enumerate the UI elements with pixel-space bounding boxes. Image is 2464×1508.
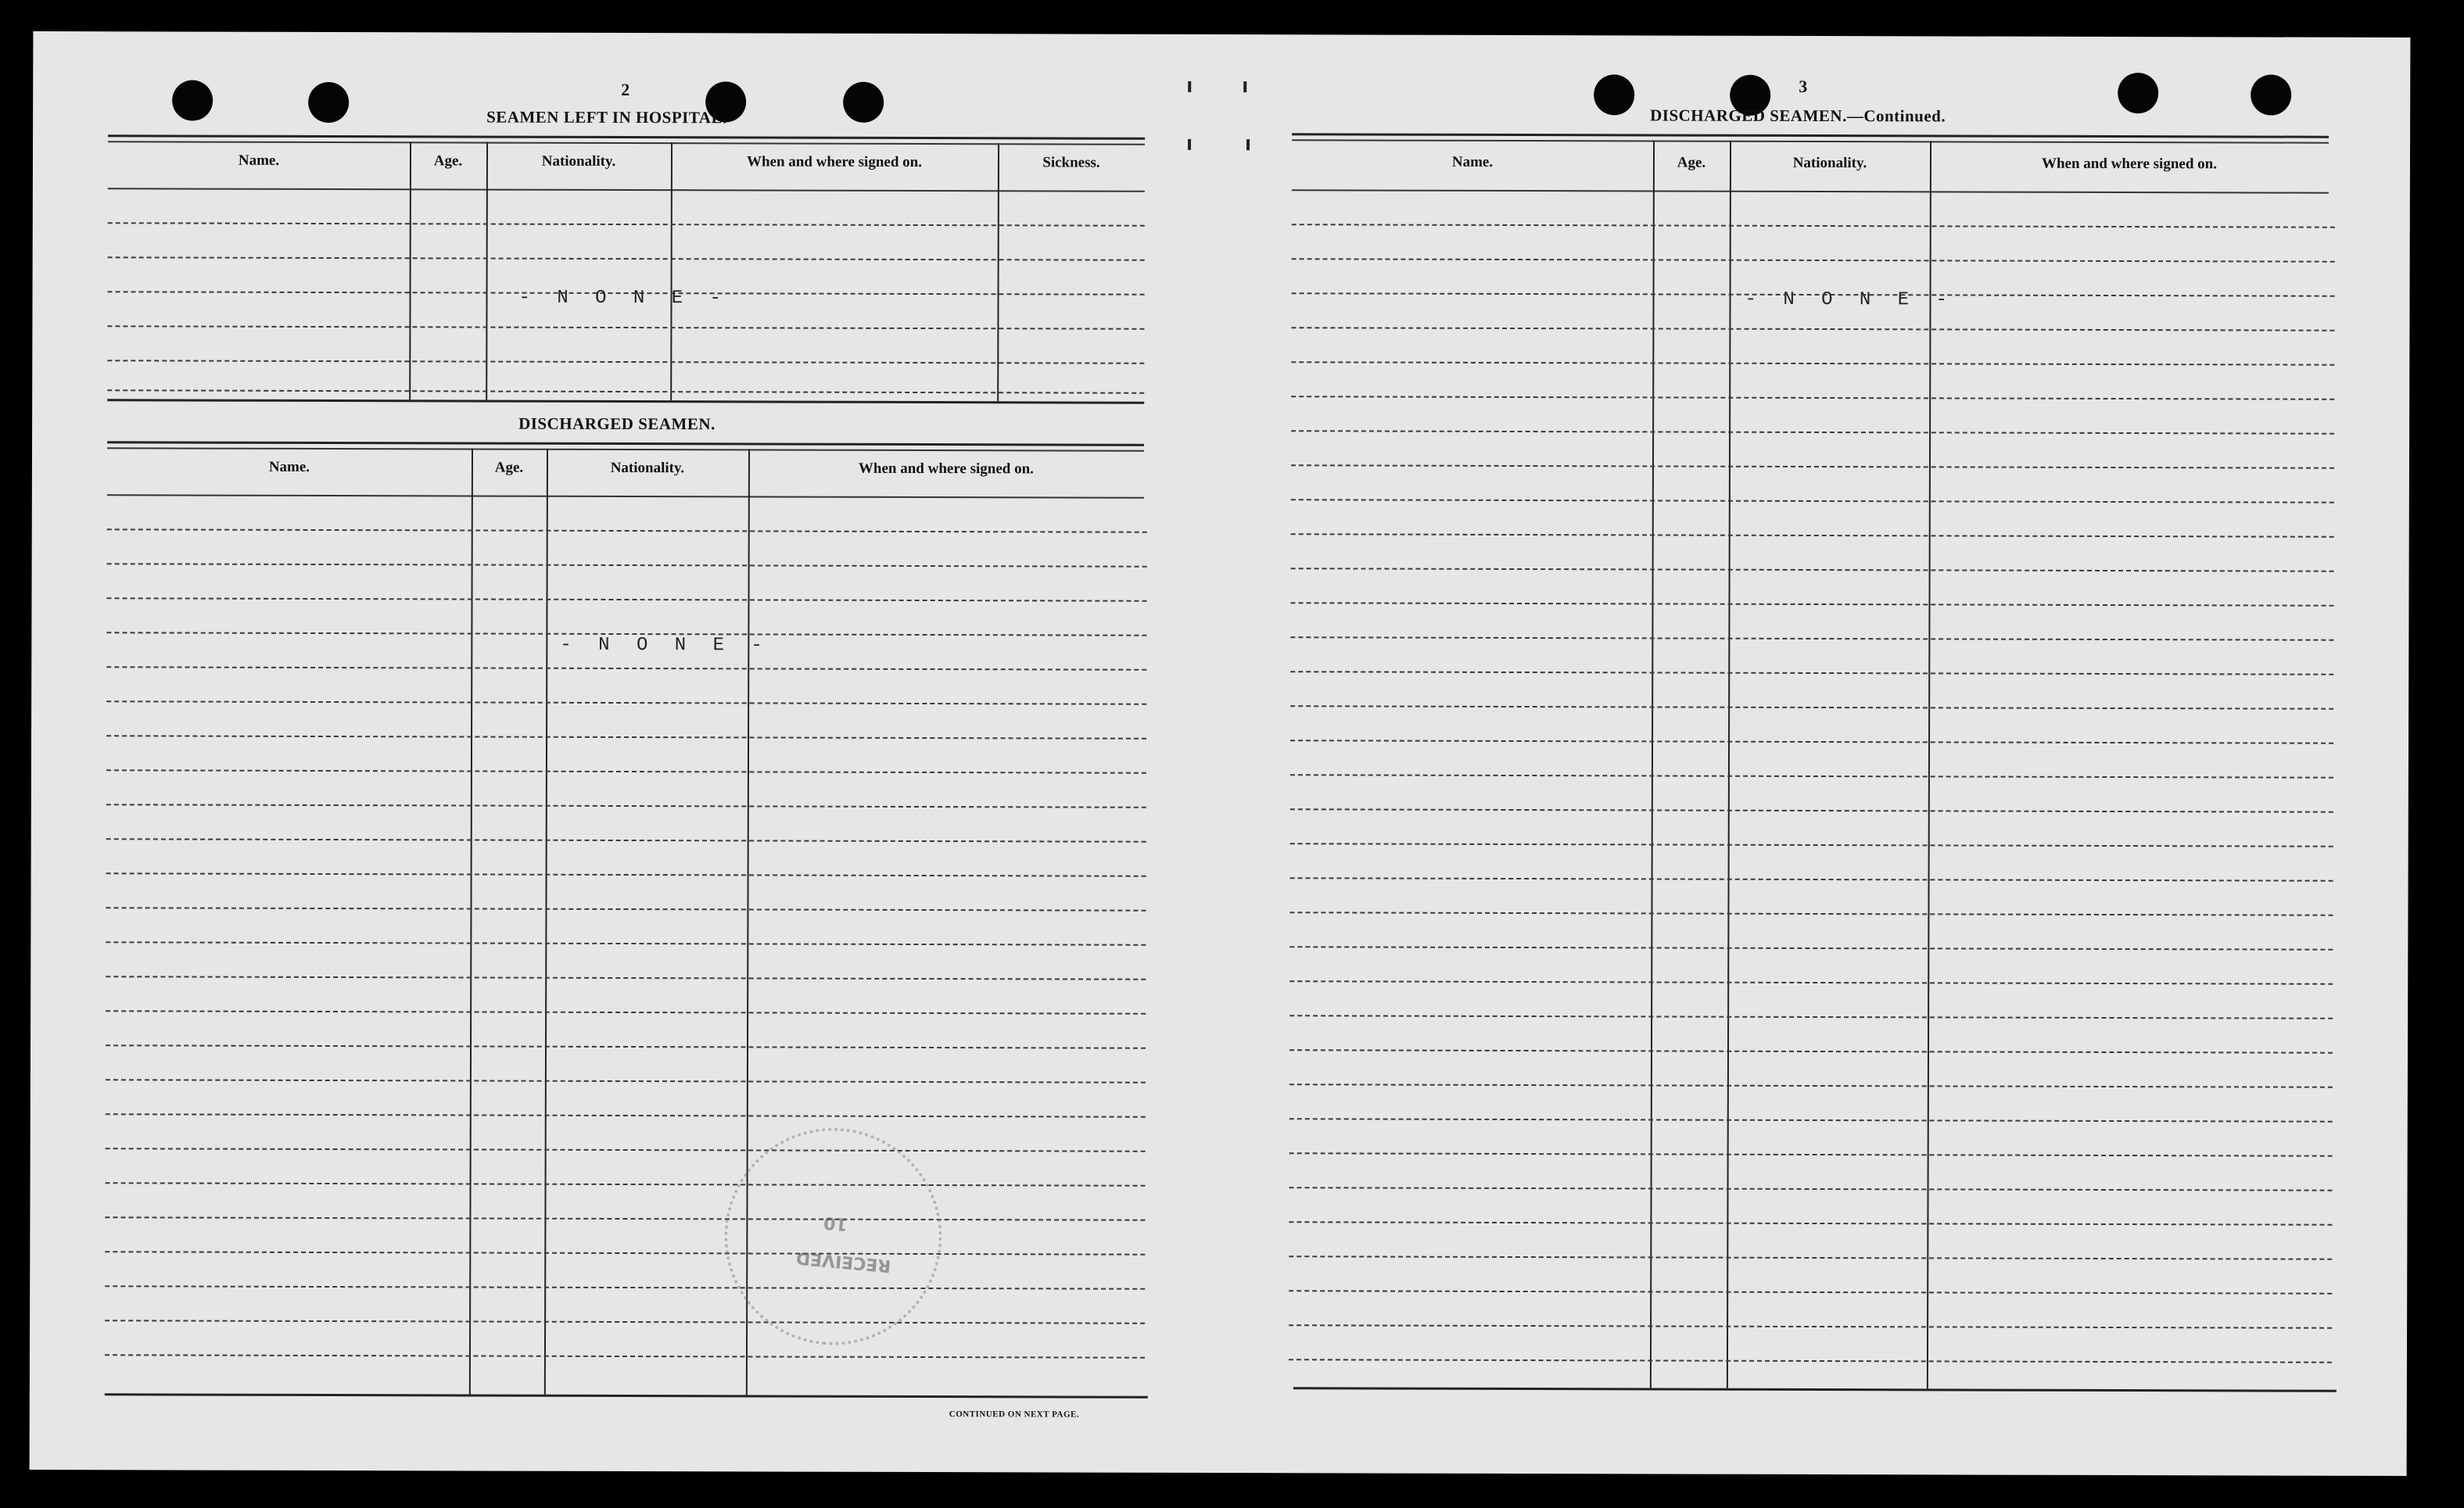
punch-hole <box>843 82 884 123</box>
ruled-row <box>106 666 1146 670</box>
stamp-word: RECEIVED <box>795 1247 892 1276</box>
punch-hole <box>2251 74 2291 115</box>
ruled-row <box>1289 1084 2333 1087</box>
hospital-top-rule <box>108 134 1145 139</box>
ruled-row <box>106 941 1146 945</box>
ruled-row <box>1290 843 2333 847</box>
ruled-row <box>106 804 1146 808</box>
hospital-header-nationality: Nationality. <box>541 152 616 170</box>
ruled-row <box>1290 877 2333 881</box>
right-none-entry: - N O N E - <box>1745 288 1955 311</box>
discharged-header-signed-on: When and where signed on. <box>858 460 1034 478</box>
ruled-row <box>106 976 1146 980</box>
ruled-row <box>106 1148 1146 1152</box>
ruled-row <box>106 1079 1146 1083</box>
punch-hole <box>172 80 213 120</box>
ruled-row <box>1290 636 2333 640</box>
ruled-row <box>107 528 1147 532</box>
gutter-mark <box>1188 139 1191 150</box>
ruled-row <box>105 1354 1145 1358</box>
stamp-number: 10 <box>823 1212 849 1234</box>
ruled-row <box>1289 1290 2332 1294</box>
right-header-name: Name. <box>1451 153 1494 170</box>
gutter-mark <box>1188 81 1191 92</box>
right-bottom-rule <box>1293 1387 2337 1392</box>
discharged-section-title: DISCHARGED SEAMEN. <box>518 414 716 434</box>
ruled-row <box>106 1182 1146 1186</box>
ruled-row <box>1290 808 2333 812</box>
punch-hole <box>308 82 349 123</box>
discharged-header-age: Age. <box>494 459 524 476</box>
discharged-rows-left <box>33 31 2410 38</box>
ruled-row <box>1291 568 2334 571</box>
gutter-mark <box>1246 139 1250 150</box>
ruled-row <box>1291 361 2334 365</box>
punch-hole <box>2118 73 2158 113</box>
gutter-mark <box>1243 81 1246 92</box>
ruled-row <box>1290 705 2333 709</box>
ruled-row <box>1290 671 2333 675</box>
right-header-age: Age. <box>1677 154 1706 171</box>
right-section-title: DISCHARGED SEAMEN.—Continued. <box>1650 106 1946 126</box>
hospital-header-age: Age. <box>433 152 463 170</box>
ruled-row <box>1292 258 2335 262</box>
hospital-bottom-rule <box>107 399 1144 403</box>
ruled-row <box>105 1320 1145 1324</box>
discharged-header-nationality: Nationality. <box>610 459 685 477</box>
ruled-row <box>105 1216 1145 1220</box>
ruled-row <box>1289 1187 2333 1191</box>
ruled-row <box>1290 774 2333 778</box>
hospital-header-signed-on: When and where signed on. <box>746 153 923 170</box>
ruled-row <box>1289 1359 2332 1363</box>
ruled-row <box>1289 980 2333 984</box>
discharged-header-name: Name. <box>268 458 310 475</box>
ruled-row <box>106 700 1146 704</box>
ruled-row <box>1289 1255 2332 1259</box>
ruled-row <box>106 1113 1146 1117</box>
ruled-row <box>105 1251 1145 1255</box>
ruled-row <box>1291 499 2334 503</box>
page-number-right: 3 <box>1799 76 1808 96</box>
hospital-section-title: SEAMEN LEFT IN HOSPITAL. <box>486 107 727 127</box>
ruled-row <box>1289 1118 2333 1122</box>
discharged-bottom-rule-left <box>105 1393 1148 1398</box>
ruled-row <box>1289 1221 2332 1225</box>
ruled-row <box>1291 464 2334 468</box>
right-header-nationality: Nationality. <box>1792 154 1867 172</box>
ruled-row <box>105 1285 1145 1289</box>
ruled-row <box>106 735 1146 739</box>
ruled-row <box>106 872 1146 876</box>
discharged-none-entry: - N O N E - <box>560 634 770 657</box>
ruled-row <box>106 769 1146 773</box>
hospital-header-sickness: Sickness. <box>1042 154 1100 171</box>
discharged-rows-right <box>33 31 2410 38</box>
ruled-row <box>1290 740 2333 743</box>
ruled-row <box>1292 224 2335 227</box>
ruled-row <box>1289 1049 2333 1053</box>
ruled-row <box>107 597 1147 601</box>
ruled-row <box>1289 1152 2333 1156</box>
ruled-row <box>1291 327 2334 331</box>
hospital-header-name: Name. <box>238 152 280 169</box>
ruled-row <box>1291 533 2334 537</box>
ruled-row <box>106 1010 1146 1014</box>
continued-footer: CONTINUED ON NEXT PAGE. <box>949 1409 1080 1420</box>
ruled-row <box>106 838 1146 842</box>
ruled-row <box>1289 946 2333 950</box>
ruled-row <box>107 563 1147 567</box>
ruled-row <box>1289 1015 2333 1019</box>
hospital-none-entry: - N O N E - <box>518 287 729 310</box>
ruled-row <box>1289 1324 2332 1328</box>
ruled-row <box>1291 430 2334 434</box>
page-number-left: 2 <box>621 79 630 100</box>
received-stamp <box>715 1119 951 1355</box>
punch-hole <box>1594 74 1634 115</box>
ruled-row <box>1291 396 2334 399</box>
ruled-row <box>106 1044 1146 1048</box>
ruled-row <box>1289 912 2333 915</box>
ruled-row <box>106 907 1146 911</box>
right-header-signed-on: When and where signed on. <box>2041 155 2218 173</box>
document-sheet <box>30 31 2411 1476</box>
ruled-row <box>1291 602 2334 606</box>
